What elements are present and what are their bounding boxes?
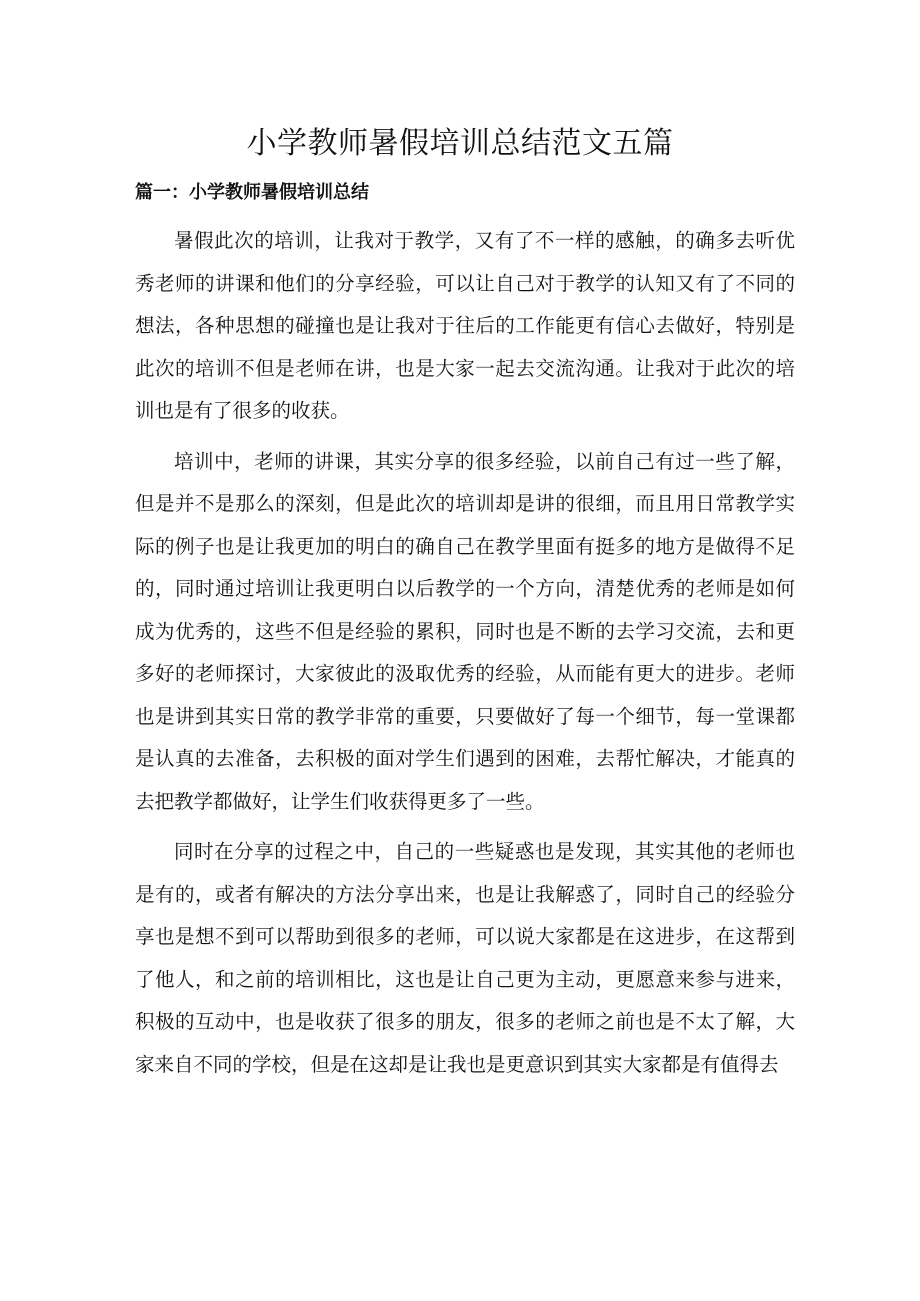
paragraph-1: 暑假此次的培训，让我对于教学，又有了不一样的感触，的确多去听优秀老师的讲课和他们的分享经验，可以让自己对于教学的认知又有了不同的想法，各种思想的碰撞也是让我对于往后的工作能更有信心去做好，特别是此次的培训不但是老师在讲，也是大家一起去交流沟通。让我对于此次的培训也是有了很多的收获。: [135, 229, 795, 422]
paragraph-2: 培训中，老师的讲课，其实分享的很多经验，以前自己有过一些了解，但是并不是那么的深刻，但是此次的培训却是讲的很细，而且用日常教学实际的例子也是让我更加的明白的确自己在教学里面有挺多的地方是做得不足的，同时通过培训让我更明白以后教学的一个方向，清楚优秀的老师是如何成为优秀的，这些不但是经验的累积，同时也是不断的去学习交流，去和更多好的老师探讨，大家彼此的汲取优秀的经验，从而能有更大的进步。老师也是讲到其实日常的教学非常的重要，只要做好了每一个细节，每一堂课都是认真的去准备，去积极的面对学生们遇到的困难，去帮忙解决，才能真的去把教学都做好，让学生们收获得更多了一些。: [135, 449, 795, 813]
document-body: [135, 220, 795, 1094]
section-heading: 篇一：小学教师暑假培训总结: [135, 182, 369, 203]
document-title: 小学教师暑假培训总结范文五篇: [246, 126, 674, 161]
paragraph-3: 同时在分享的过程之中，自己的一些疑惑也是发现，其实其他的老师也是有的，或者有解决的方法分享出来，也是让我解惑了，同时自己的经验分享也是想不到可以帮助到很多的老师，可以说大家都是在这进步，在这帮到了他人，和之前的培训相比，这也是让自己更为主动，更愿意来参与进来，积极的互动中，也是收获了很多的朋友，很多的老师之前也是不太了解，大家来自不同的学校，但是在这却是让我也是更意识到其实大家都是有值得去: [135, 840, 795, 1076]
